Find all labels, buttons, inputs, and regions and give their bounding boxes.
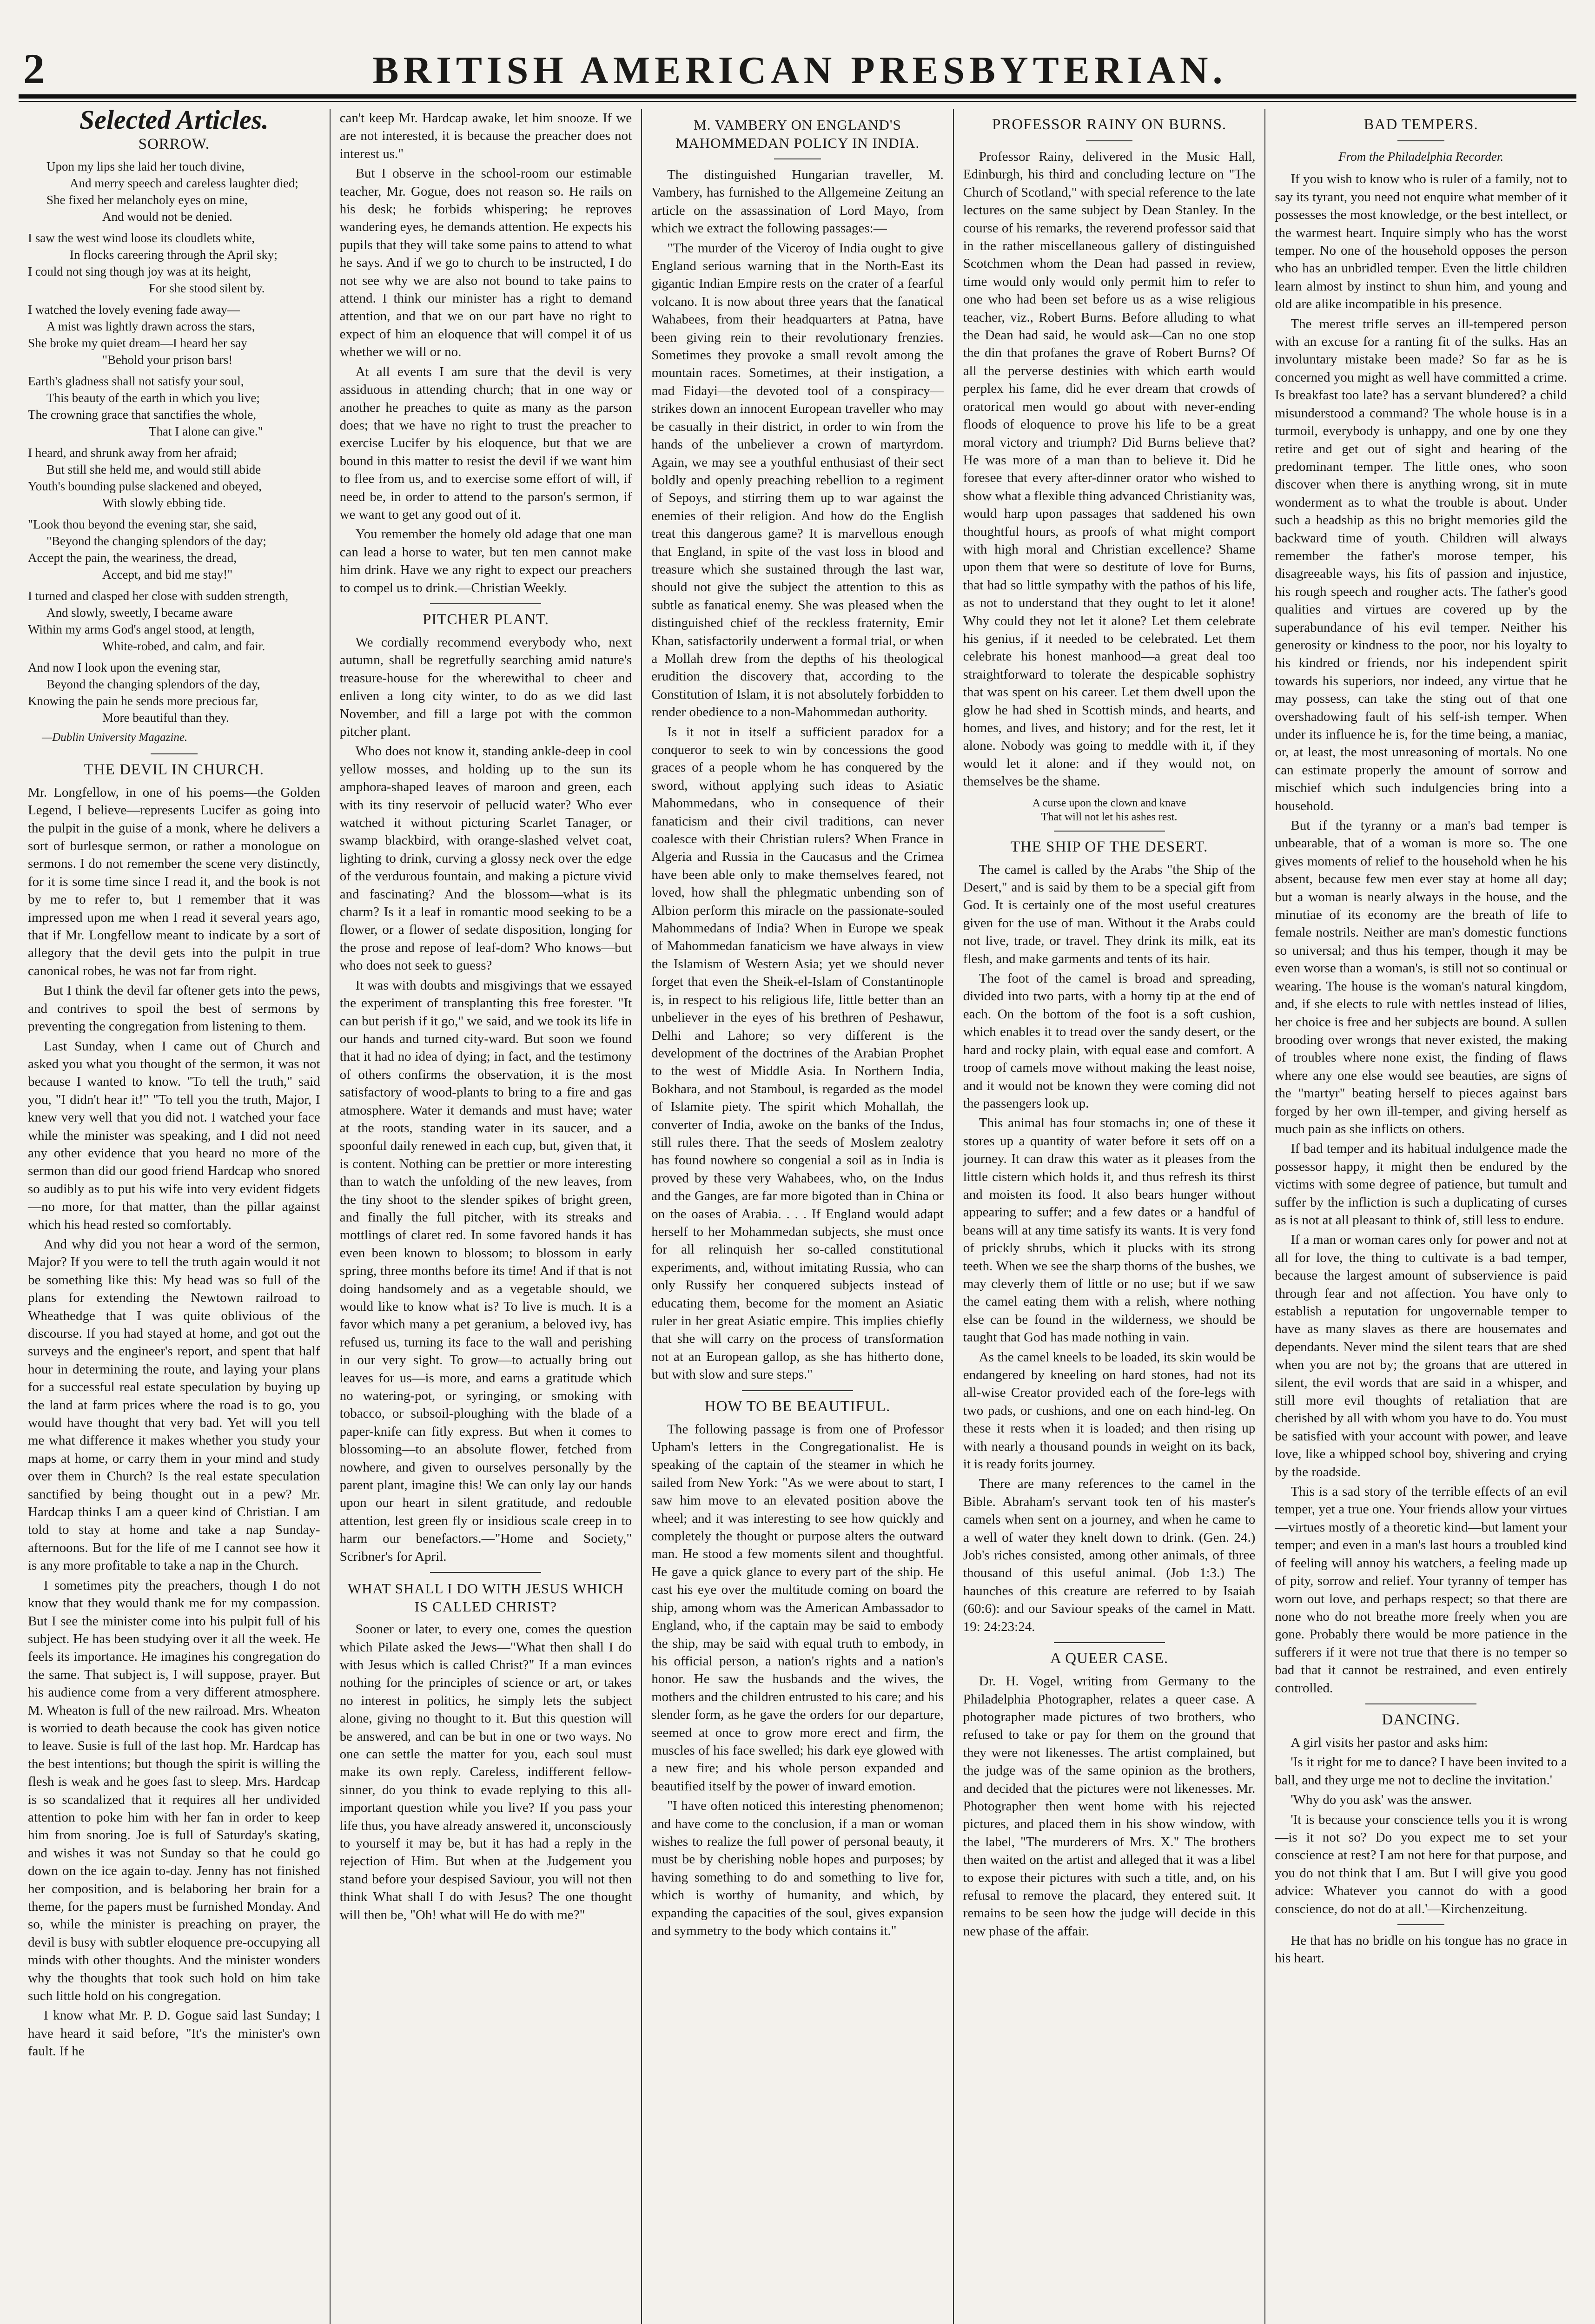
column-1 [19, 109, 331, 2324]
poem-line: Accept the pain, the weariness, the dread, [28, 551, 237, 565]
column-3 [642, 109, 954, 2324]
poem-line: But still she held me, and would still abide [46, 462, 261, 477]
poem-sorrow [28, 158, 320, 726]
poem-line: Knowing the pain he sends more precious far, [28, 694, 258, 708]
page-number: 2 [23, 45, 45, 92]
paragraph: "The murder of the Viceroy of India ought to give England serious warning that in the North-East its gigantic Indian Empire rests on the crater of a fearful volcano. It is now about three years that the fanatical Wahabees, from their headquarters at Patna, have been giving rein to their revolutionary frenzies. Sometimes they provoke a small revolt among the mountain races. Sometimes, at their instigation, a mad Fidayi—the devoted tool of a conspiracy—strikes down an innocent European traveller who may be casually in their district, in order to win from the hands of the unbeliever a crown of martyrdom. Again, we may see a youthful enthusiast of their sect boldly and openly preaching rebellion to a regiment of Sepoys, and stirring them up to war against the enemies of their religion. And how do the English treat this dangerous game? It is marvellous enough that England, in spite of the vast loss in blood and treasure which she sustained through the last war, should not give the subject the attention to this as subtle as fanatical enemy. She was pleased when the distinguished chief of the reckless fraternity, Emir Khan, satisfactorily underwent a formal trial, or when a Mollah drew from the depths of his theological erudition the discovery that, according to the Constitution of Islam, it is not absolutely forbidden to render obedience to a non-Mahommedan authority. [651, 240, 944, 720]
article-source: From the Philadelphia Recorder. [1338, 150, 1504, 164]
paragraph: This is a sad story of the terrible effects of an evil temper, yet a true one. Your friends allow your virtues—virtues mostly of a theoretic kind—but lament your temper; and even in a man's last hours a troubled kind of feeling will annoy his watchers, a feeling made up of pity, sorrow and relief. Your tyranny of temper has worn out love, and perhaps respect; so that there are none who do not breathe more freely when you are gone. Probably there would be more patience in the sufferers if it were not true that there is no temper so bad that it cannot be restrained, and even entirely controlled. [1275, 1484, 1567, 1696]
article-title-jesus: WHAT SHALL I DO WITH JESUS WHICH IS CALLED CHRIST? [347, 1580, 624, 1615]
divider [151, 753, 198, 754]
poem-line: That I alone can give." [149, 424, 263, 439]
poem-line: Upon my lips she laid her touch divine, [46, 159, 245, 174]
paragraph: A girl visits her pastor and asks him: [1291, 1735, 1488, 1750]
paragraph: Is it not in itself a sufficient paradox for a conqueror to seek to win by concessions the good graces of a people whom he has conquered by the sword, without applying such ideas to Asiatic Mahommedans, who in consequence of their fanaticism and their civil traditions, can never coalesce with their Christian rulers? When France in Algeria and Russia in the Caucasus and the Crimea have been able only to make themselves feared, not loved, how shall the phlegmatic unbending son of Albion perform this miracle on the passionate-souled Mahommedans of India? When in Europe we speak of Mahommedan fanaticism we have always in view the Islamism of Western Asia; yet we should never forget that even the Sheik-el-Islam of Constantinople is, in respect to his religious life, little better than an unbeliever in the eyes of his brethren of Peshawur, Delhi and Lahore; so very different is the development of the doctrines of the Arabian Prophet to the west of Middle Asia. In Northern India, Bokhara, and not Stamboul, is regarded as the model of Islamite piety. The spirit which Mohallah, the converter of India, awoke on the banks of the Indus, still rules there. That the seeds of Moslem zealotry has found nowhere so congenial a soil as in India is proved by these very Wahabees, who, on the Indus and the Ganges, are far more bigoted than in China or on the oases of Arabia. . . . If England would adapt herself to her Mohammedan subjects, she must once for all relinquish her so-called constitutional experiments, and, without imitating Russia, who can only Russify her conquered subjects instead of educating them, become for the moment an Asiatic ruler in her great Asiatic empire. This implies chiefly that she will carry on the process of transformation not at an European gallop, as she has hitherto done, but with slow and sure steps." [651, 724, 944, 1382]
masthead-rule-thick [19, 94, 1576, 99]
article-title-queer-case: A QUEER CASE. [1050, 1650, 1169, 1667]
divider [1397, 1924, 1444, 1925]
poem-line: She broke my quiet dream—I heard her say [28, 336, 247, 350]
poem-line: Within my arms God's angel stood, at length, [28, 622, 255, 637]
article-title-dancing: DANCING. [1382, 1711, 1460, 1728]
paragraph: The merest trifle serves an ill-tempered person with an excuse for a ranting fit of the sulks. Has an involuntary mistake been made? So far as he is concerned you might as well have committed a crime. Is breakfast too late? has a servant blundered? a child misunderstood a command? The whole house is in a turmoil, everybody is unhappy, and one by one they retire and get out of sight and hearing of the predominant temper. The little ones, who soon discover when there is anything wrong, sit in mute wonderment as to what the trouble is about. Under such a headship as this no bright memories gild the backward time of youth. Children will always remember the father's morose temper, his disagreeable ways, his fits of passion and injustice, his rough speech and rougher acts. The father's good qualities and virtues are covered up by the superabundance of his evil temper. Neither his generosity or kindness to the poor, nor his loyalty to his kindred or friends, nor his independent spirit towards his superiors, nor indeed, any virtue that he may possess, can take the sting out of that one overshadowing fault of his self-ish temper. When under its influence he is, for the time being, a maniac, or, at least, the most unreasoning of mortals. No one can estimate properly the amount of sorrow and mischief which such indulgencies bring into a household. [1275, 316, 1567, 813]
article-title-beautiful: HOW TO BE BEAUTIFUL. [704, 1398, 891, 1415]
paragraph: Mr. Longfellow, in one of his poems—the Golden Legend, I believe—represents Lucifer as going into the pulpit in the guise of a monk, where he delivers a sort of burlesque sermon, or rather a monologue on sermons. I do not remember the scene very distinctly, for it is some time since I read it, and the book is not by me to refer to, but I remember that it was impressed upon me when I read it several years ago, that if Mr. Longfellow meant to indicate by a sort of allegory that the devil gets into the pulpit in true canonical robes, he was not far from right. [28, 785, 320, 978]
poem-line: A mist was lightly drawn across the stars, [46, 319, 255, 334]
poem-line: And would not be denied. [102, 210, 232, 224]
paragraph: 'It is because your conscience tells you it is wrong—is it not so? Do you expect me to set your conscience at rest? I am not here for that purpose, and you do not think that I am. But I will give you good advice: Whatever you cannot do with a good conscience, do not do at all.'—Kirchenzeitung. [1275, 1812, 1567, 1916]
paragraph: 'Is it right for me to dance? I have been invited to a ball, and they urge me not to decline the invitation.' [1275, 1755, 1567, 1788]
paragraph: But I think the devil far oftener gets into the pews, and contrives to spoil the best of sermons by preventing the congregation from listening to them. [28, 983, 320, 1034]
article-title-ship: THE SHIP OF THE DESERT. [1010, 838, 1208, 855]
paragraph: There are many references to the camel in the Bible. Abraham's servant took ten of his master's camels when sent on a journey, and when he came to a well of water they knelt down to drink. (Gen. 24.) Job's riches consisted, among other animals, of three thousand of this useful animal. (Job 1:3.) The haunches of this creature are referred to by Isaiah (60:6): and our Saviour speaks of the camel in Matt. 19: 24:23:24. [963, 1476, 1256, 1634]
article-title-bad-tempers: BAD TEMPERS. [1363, 116, 1478, 133]
paragraph: It was with doubts and misgivings that we essayed the experiment of transplanting this free forester. "It can but perish if it go," we said, and we took its life in our hands and turned city-ward. But soon we found that it had no idea of dying; in fact, and the testimony of others confirms the observation, it is the most satisfactory of wood-plants to bring to a fire and gas atmosphere. Water it demands and must have; water at the roots, standing water in its saucer, and a spoonful daily renewed in each cup, but, given that, it is content. Nothing can be prettier or more interesting than to watch the unfolding of the new leaves, from the tiny shoot to the slender spikes of bright green, and finally the full pitcher, with its streaks and mottlings of claret red. In some favored hands it has even been known to blossom; to blossom in early spring, three months before its time! And if that is not doing handsomely and as a vegetable should, we would like to know what is? To live is much. It is a favor which many a pet geranium, a beloved ivy, has refused us, turning its face to the wall and perishing in our very sight. To grow—to actually bring out leaves for us—is more, and earns a gratitude which no watering-pot, or syringing, or smoking with tobacco, or subsoil-ploughing with the blade of a paper-knife can fitly express. But when it comes to blossoming—to an absolute flower, fetched from nowhere, and given to ourselves personally by the parent plant, imagine this! We can only lay our hands upon our heart in silent gratitude, and redouble attention, lest green fly or insidious scale creep in to harm our benefactors.—"Home and Society," Scribner's for April. [339, 977, 632, 1564]
poem-line: More beautiful than they. [102, 711, 229, 725]
divider [1086, 140, 1133, 141]
paragraph: The camel is called by the Arabs "the Ship of the Desert," and is said by them to be a special gift from God. It is certainly one of the most useful creatures given for the use of man. Without it the Arabs could not live, trade, or travel. They drink its milk, eat its flesh, and make garments and tents of its hair. [963, 862, 1256, 966]
paragraph: And why did you not hear a word of the sermon, Major? If you were to tell the truth again would it not be something like this: My head was so full of the plans for extending the Newtown railroad to Wheathedge that I was quite oblivious of the discourse. If you had stayed at home, and got out the surveys and the engineer's report, and spent that half hour in determining the route, and laying your plans for a successful real estate speculation by buying up the land at farm prices where the road is to go, you would have thought that very bad. Yet will you tell me what difference it makes whether you study your maps at home, or carry them in your mind and study over them in Church? Is the real estate speculation sanctified by being thought out in a pew? Mr. Hardcap thinks I am a queer kind of Christian. I am told to stay at home and take a nap Sunday-afternoons. But for the life of me I cannot see how it is any more profitable to take a nap in the Church. [28, 1236, 320, 1573]
couplet-line: That will not let his ashes rest. [1041, 811, 1178, 823]
paragraph: I know what Mr. P. D. Gogue said last Sunday; I have heard it said before, "It's the minister's own fault. If he [28, 2008, 320, 2059]
poem-line: Beyond the changing splendors of the day, [46, 677, 260, 692]
poem-line: For she stood silent by. [149, 281, 265, 296]
poem-line: And slowly, sweetly, I became aware [46, 606, 233, 620]
poem-line: I saw the west wind loose its cloudlets white, [28, 231, 255, 245]
paragraph: If bad temper and its habitual indulgence made the possessor happy, it might then be endured by the victims with some degree of patience, but tumult and suffer by the infliction is such a duplicating of curses as is not at all pleasant to think of, still less to endure. [1275, 1141, 1567, 1228]
column-4 [954, 109, 1266, 2324]
divider [1054, 1642, 1165, 1643]
article-title-rainy: PROFESSOR RAINY ON BURNS. [992, 116, 1227, 133]
paragraph: I sometimes pity the preachers, though I do not know that they would thank me for my compassion. But I see the minister come into his pulpit full of his subject. He has been studying over it all the week. He feels its importance. He imagines his congregation do the same. That subject is, I will suppose, prayer. But his audience come from a very different atmosphere. M. Wheaton is full of the new railroad. Mrs. Wheaton is worried to death because the cook has given notice to leave. Susie is full of the last hop. Mr. Hardcap has the best intentions; but though the spirit is willing the flesh is weak and he goes fast to sleep. Mrs. Hardcap is so scandalized that it requires all her undivided attention to poke him with her fan in order to keep him from snoring. Joe is full of Saturday's skating, and wishes it was not Sunday so that he could go down on the ice again to-day. Jenny has not finished her composition, and is belaboring her brain for a theme, for the papers must be furnished Monday. And so, while the minister is preaching on prayer, the devil is busy with subtler eloquence pre-occupying all minds with other thoughts. And the minister wonders why the thoughts that took such hold on him take such little hold on his congregation. [28, 1578, 320, 2004]
paragraph: The foot of the camel is broad and spreading, divided into two parts, with a horny tip at the end of each. On the bottom of the foot is a soft cushion, which enables it to tread over the sandy desert, or the hard and rocky plain, with equal ease and comfort. A troop of camels move without making the least noise, and it would not be known they were coming did not the passengers look up. [963, 971, 1256, 1111]
paragraph: But I observe in the school-room our estimable teacher, Mr. Gogue, does not reason so. He rails on his desk; he forbids whispering; he reproves wandering eyes, he demands attention. He expects his pupils that they will take some pains to attend to what he says. And if we go to church to be instructed, I do not see why we are also not bound to take pains to attend. I think our minister has a right to demand attention, and that we on our part have no right to expect of him an eloquence that will compel it of us whether we will or no. [339, 166, 632, 360]
divider [1054, 831, 1165, 832]
paragraph: At all events I am sure that the devil is very assiduous in attending church; that in one way or another he preaches to quite as many as the parson does; that we have no right to trust the preacher to exercise Lucifer by his eloquence, but that we are bound in this matter to resist the devil if we want him to flee from us, and to exercise some effort of will, if need be, in order to attend to the parson's sermon, if we want to get any good out of it. [339, 364, 632, 522]
poem-line: White-robed, and calm, and fair. [102, 639, 265, 654]
article-title-sorrow: SORROW. [138, 136, 210, 153]
divider [1365, 1703, 1476, 1704]
divider [742, 1390, 853, 1391]
paragraph: As the camel kneels to be loaded, its skin would be endangered by kneeling on hard stones, had not its all-wise Creator provided each of the fore-legs with two pads, or cushions, and one on each hind-leg. On these it rests when it is loaded; and then rising up with nearly a thousand pounds in weight on its back, it is ready forits journey. [963, 1349, 1256, 1472]
paragraph: Professor Rainy, delivered in the Music Hall, Edinburgh, his third and concluding lecture on "The Church of Scotland," with special reference to the late lectures on the same subject by Dean Stanley. In the course of his remarks, the reverend professor said that in the rather miscellaneous gallery of distinguished Scotchmen whom the Dean had passed in review, time would only would only permit him to refer to one who had been set before us as a wise religious teacher, viz., Robert Burns. Before alluding to what the Dean had said, he would ask—Can no one stop the din that profanes the grave of Robert Burns? Of all the perverse destinies with which earth would perplex his fame, did he ever dream that crowds of oratorical men would go about with never-ending floods of eloquence to prove his life to be a great moral victory and triumph? Did Burns believe that? He was more of a man than to believe it. Did he foresee that every after-dinner orator who wished to show what a flexible thing advanced Christianity was, would harp upon passages that saddened his own thoughtful hours, as proofs of what might comport with high moral and Christian excellence? Shame upon them that were so destitute of love for Burns, that had so little sympathy with the pathos of his life, as not to understand that they ought to let it alone! Why could they not let it alone? Let them celebrate his genius, if it needed to be celebrated. Let them celebrate his honest manhood—a great deal too straightforward to tolerate the despicable sophistry that was spent on his career. Let them dwell upon the glow he had shed in Scottish minds, and hearts, and homes, and lives, and history; and for the rest, let it alone. Nobody was going to meddle with it, if they would let it alone: and if they would not, on themselves be the shame. [963, 149, 1256, 789]
divider [430, 603, 541, 604]
masthead-rule-thin [19, 101, 1576, 102]
paragraph: But if the tyranny or a man's bad temper is unbearable, that of a woman is more so. The one gives moments of relief to the household when he his absent, because few men ever stay at home all day; but a woman is nearly always in the house, and the minutiae of its economy are the breath of life to female nostrils. Neither are man's domestic functions so universal; and thus his temper, though it may be even worse than a woman's, is still not so continual or wearing. The house is the woman's natural kingdom, and, if she elects to rule with nettles instead of lilies, her choice is free and her subjects are bound. A sullen brooding over wrongs that never existed, the making of troubles where none exist, the finding of flaws where any one else would see beauties, are signs of the "martyr" beating herself to pieces against bars forged by her own ill-temper, and giving herself as much pain as she inflicts on others. [1275, 818, 1567, 1136]
couplet [963, 796, 1256, 824]
article-title-pitcher-plant: PITCHER PLANT. [422, 611, 549, 628]
article-title-vambery: M. VAMBERY ON ENGLAND'S MAHOMMEDAN POLICY IN INDIA. [675, 117, 920, 151]
poem-source: —Dublin University Magazine. [42, 731, 188, 744]
column-5 [1265, 109, 1576, 2324]
paragraph: 'Why do you ask' was the answer. [1291, 1792, 1472, 1808]
paragraph: The following passage is from one of Professor Upham's letters in the Congregationalist. He is speaking of the captain of the steamer in which he sailed from New York: "As we were about to start, I saw him move to an elevated position above the wheel; and it was interesting to see how quickly and completely the thought or purpose alters the outward man. He stood a few moments silent and thoughtful. He gave a quick glance to every part of the ship. He cast his eye over the multitude coming on board the ship, among whom was the American Ambassador to England, who, if the captain may be said to embody the ship, may be said with equal truth to embody, in his official person, a nation's rights and a nation's honor. He saw the husbands and the wives, the mothers and the children entrusted to his care; and his slender form, as he gave the orders for our departure, seemed at once to grow more erect and firm, the muscles of his face swelled; his dark eye glowed with a new fire; and his whole person expanded and beautified itself by the power of inward emotion. [651, 1421, 944, 1794]
divider [774, 158, 821, 159]
poem-line: I could not sing though joy was at its height, [28, 264, 251, 279]
poem-line: She fixed her melancholy eyes on mine, [46, 193, 248, 207]
poem-line: I turned and clasped her close with sudden strength, [28, 589, 289, 603]
paragraph: Sooner or later, to every one, comes the question which Pilate asked the Jews—"What then shall I do with Jesus which is called Christ?" If a man evinces nothing for the principles of science or art, or takes no interest in politics, he simply lets the subject alone, giving no thought to it. But this question will be answered, and can be but in one or two ways. No one can settle the matter for you, each soul must make its own reply. Careless, indifferent fellow-sinner, do you think to evade replying to this all-important question while you live? If you pass your life thus, you have already answered it, unconsciously to yourself it may be, but it has had a reply in the rejection of Him. But when at the Judgement you stand before your despised Saviour, you will not then think What shall I do with Jesus? The one thought will then be, "Oh! what will He do with me?" [339, 1622, 632, 1922]
paragraph: We cordially recommend everybody who, next autumn, shall be regretfully searching amid nature's treasure-house for the wherewithal to cheer and enliven a long city winter, to do as we did last November, and fill a large pot with the common pitcher plant. [339, 634, 632, 739]
divider [430, 1572, 541, 1573]
paragraph: He that has no bridle on his tongue has no grace in his heart. [1275, 1933, 1567, 1966]
paragraph: Who does not know it, standing ankle-deep in cool yellow mosses, and holding up to the sun its amphora-shaped leaves of maroon and green, each with its tiny reservoir of pellucid water? Who ever watched it without picturing Scarlet Tanager, or swamp blackbird, with orange-slashed velvet coat, lighting to drink, curving a glossy neck over the edge of the verdurous fountain, and making a picture vivid and fascinating? And the blossom—what is its charm? Is it a leaf in romantic mood seeking to be a flower, or a flower of sedate disposition, longing for the prose and repose of leaf-dom? Who knows—but who does not seek to guess? [339, 744, 632, 973]
poem-line: And now I look upon the evening star, [28, 660, 221, 675]
poem-line: Earth's gladness shall not satisfy your soul, [28, 374, 244, 389]
paragraph: can't keep Mr. Hardcap awake, let him snooze. If we are not interested, it is because the preacher does not interest us." [339, 111, 632, 161]
paragraph: If you wish to know who is ruler of a family, not to say its tyrant, you need not enquire what member of it possesses the most knowledge, or the best intellect, or the warmest heart. Inquire simply who has the worst temper. No one of the household opposes the person who has an unbridled temper. Even the little children learn almost by instinct to shun him, and young and old are alike incompatible in his presence. [1275, 172, 1567, 312]
paragraph: Dr. H. Vogel, writing from Germany to the Philadelphia Photographer, relates a queer case. A photographer made pictures of two brothers, who refused to take or pay for them on the ground that they were not likenesses. The artist complained, but the judge was of the same opinion as the brothers, and decided that the pictures were not likenesses. Mr. Photographer then went home with his rejected pictures, and placed them in his show window, with the label, "The murderers of Mrs. X." The brothers then waited on the artist and alleged that it was a libel to expose their pictures with such a title, and, on his refusal to remove the placard, they entered suit. It remains to be seen how the judge will decide in this new phase of the affair. [963, 1674, 1256, 1939]
poem-line: "Behold your prison bars! [102, 353, 233, 367]
poem-line: And merry speech and careless laughter died; [70, 176, 298, 191]
poem-line: "Look thou beyond the evening star, she said, [28, 517, 257, 532]
poem-line: With slowly ebbing tide. [102, 496, 226, 510]
article-title-devil: THE DEVIL IN CHURCH. [84, 761, 264, 778]
poem-line: In flocks careering through the April sky; [70, 248, 278, 262]
paragraph: "I have often noticed this interesting phenomenon; and have come to the conclusion, if a man or woman wishes to realize the full power of personal beauty, it must be by cherishing noble hopes and purposes; by having something to do and something to live for, which is worthy of humanity, and which, by expanding the capacities of the soul, gives expansion and symmetry to the body which contains it." [651, 1798, 944, 1938]
column-2 [331, 109, 642, 2324]
section-heading: Selected Articles. [79, 109, 269, 135]
paragraph: You remember the homely old adage that one man can lead a horse to water, but ten men cannot make him drink. Have we any right to expect our preachers to compel us to drink.—Christian Weekly. [339, 527, 632, 595]
paragraph: The distinguished Hungarian traveller, M. Vambery, has furnished to the Allgemeine Zeitung an article on the assassination of Lord Mayo, from which we extract the following passages:— [651, 167, 944, 236]
paragraph: This animal has four stomachs in; one of these it stores up a quantity of water before it sets off on a journey. It can draw this water as it pleases from the little cistern which holds it, and thus refresh its thirst and moisten its food. It also bears hunger without appearing to suffer; and a few dates or a handful of beans will at any time satisfy its wants. It is very fond of prickly shrubs, which it plucks with its strong teeth. When we see the sharp thorns of the bushes, we may cleverly them of little or no use; but if we saw the camel eating them with a relish, where nothing else can be found in the wilderness, we should be taught that God has made nothing in vain. [963, 1116, 1256, 1345]
paragraph: Last Sunday, when I came out of Church and asked you what you thought of the sermon, it was not because I wanted to know. "To tell the truth," said you, "I didn't hear it!" "To tell you the truth, Major, I knew very well that you did not. I watched your face while the minister was speaking, and I did not need any other evidence that you heard no more of the sermon than did our good friend Hardcap who snored so audibly as to put his wife into very evident fidgets—no more, for that matter, than the pillar against which his head rested so comfortably. [28, 1038, 320, 1232]
paragraph: If a man or woman cares only for power and not at all for love, the thing to cultivate is a bad temper, because the largest amount of subservience is paid through fear and not affection. You have only to establish a reputation for ungovernable temper to have as many slaves as there are housemates and dependants. Never mind the silent tears that are shed when you are not by; the groans that are uttered in silent, the evil words that are said in a whisper, and still more evil thoughts of retaliation that are cherished by all with whom you have to do. You must be satisfied with your account with power, and leave love, like a whipped school boy, shivering and crying by the roadside. [1275, 1232, 1567, 1479]
poem-line: Youth's bounding pulse slackened and obeyed, [28, 479, 262, 494]
columns [19, 109, 1576, 2324]
newspaper-title: BRITISH AMERICAN PRESBYTERIAN. [372, 49, 1227, 92]
poem-line: I watched the lovely evening fade away— [28, 303, 240, 317]
poem-line: I heard, and shrunk away from her afraid; [28, 446, 237, 460]
couplet-line: A curse upon the clown and knave [1032, 797, 1186, 809]
poem-line: Accept, and bid me stay!" [102, 568, 233, 582]
poem-line: This beauty of the earth in which you live; [46, 391, 260, 405]
divider [1397, 140, 1444, 141]
masthead [19, 44, 1576, 91]
poem-line: The crowning grace that sanctifies the whole, [28, 408, 257, 422]
poem-line: "Beyond the changing splendors of the day; [46, 534, 266, 548]
